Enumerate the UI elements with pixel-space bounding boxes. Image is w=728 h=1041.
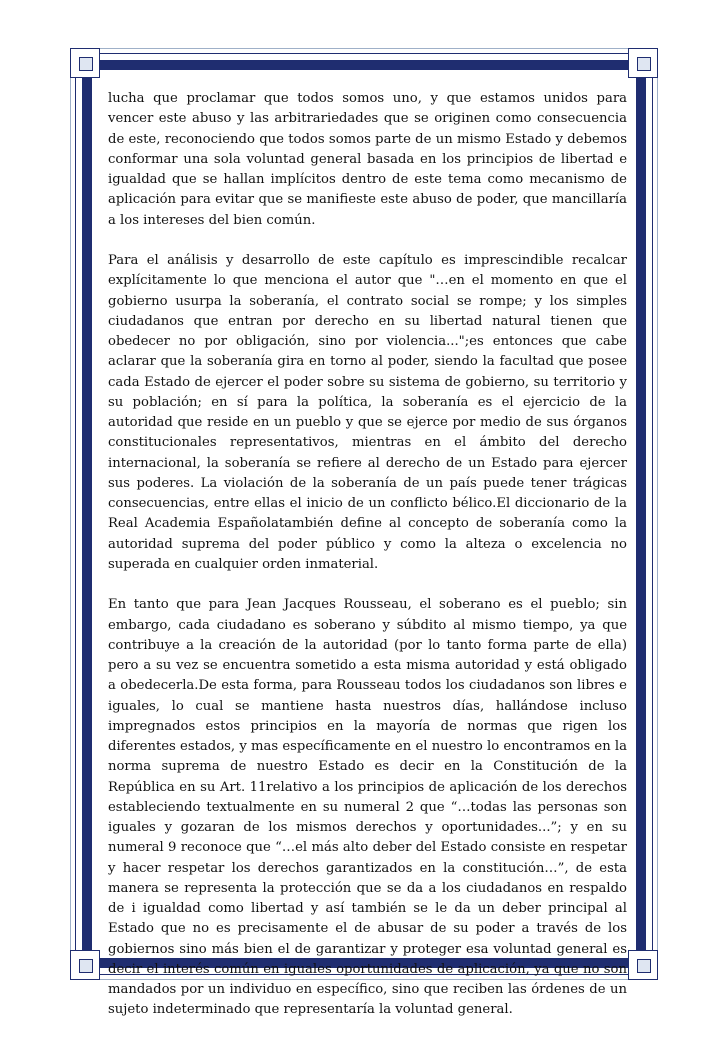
paragraph-3: En tanto que para Jean Jacques Rousseau, el soberano es el pueblo; sin embargo, cada ciudadano es soberano y súbdito al mismo tiempo, ya que contribuye a la creación de la autoridad (por lo tanto forma parte de ella) pero a su vez se encuentra sometido a esta misma autoridad y está obligado a obedecerla.De esta forma, para Rousseau todos los ciudadanos son libres e iguales, lo cual se mantiene hasta nuestros días, hallándose incluso impregnados estos principios en la mayoría de normas que rigen los diferentes estados, y mas específicamente en el nuestro lo encontramos en la norma suprema de nuestro Estado es decir en la Constitución de la República en su Art. 11relativo a los principios de aplicación de los derechos estableciendo textualmente en su numeral 2 que “…todas las personas son iguales y gozaran de los mismos derechos y oportunidades...”; y en su numeral 9 reconoce que “…el más alto deber del Estado consiste en respetar y hacer respetar los derechos garantizados en la constitución…”, de esta manera se representa la protección que se da a los ciudadanos en respaldo de i igualdad como libertad y así también se le da un deber principal al Estado que no es precisamente el de abusar de su poder a través de los gobiernos sino más bien el de garantizar y proteger esa voluntad general es decir el interés común en iguales oportunidades de aplicación, ya que no son mandados por un individuo en específico, sino que reciben las órdenes de un sujeto indeterminado que representaría la voluntad general. bbox=[108, 597, 627, 1018]
paragraph-1: lucha que proclamar que todos somos uno, y que estamos unidos para vencer este abuso y las arbitrariedades que se originen como consecuencia de este, reconociendo que todos somos parte de un mismo Estado y debemos conformar una sola voluntad general basada en los principios de libertad e igualdad que se hallan implícitos dentro de este tema como mecanismo de aplicación para evitar que se manifieste este abuso de poder, que mancillaría a los intereses del bien común. bbox=[108, 91, 627, 228]
paragraph-2: Para el análisis y desarrollo de este capítulo es imprescindible recalcar explícitamente lo que menciona el autor que "…en el momento en que el gobierno usurpa la soberanía, el contrato social se rompe; y los simples ciudadanos que entran por derecho en su libertad natural tienen que obedecer no por obligación, sino por violencia...";es entonces que cabe aclarar que la soberanía gira en torno al poder, siendo la facultad que posee cada Estado de ejercer el poder sobre su sistema de gobierno, su territorio y su población; en sí para la política, la soberanía es el ejercicio de la autoridad que reside en un pueblo y que se ejerce por medio de sus órganos constitucionales representativos, mientras en el ámbito del derecho internacional, la soberanía se refiere al derecho de un Estado para ejercer sus poderes. La violación de la soberanía de un país puede tener trágicas consecuencias, entre ellas el inicio de un conflicto bélico.El diccionario de la Real Academia Españolatambién define al concepto de soberanía como la autoridad suprema del poder público y como la alteza o excelencia no superada en cualquier orden inmaterial. bbox=[108, 253, 627, 572]
border-corner-top-right bbox=[628, 48, 658, 78]
border-corner-bottom-left bbox=[70, 950, 100, 980]
border-corner-bottom-right bbox=[628, 950, 658, 980]
border-corner-top-left bbox=[70, 48, 100, 78]
document-body bbox=[108, 89, 627, 1041]
